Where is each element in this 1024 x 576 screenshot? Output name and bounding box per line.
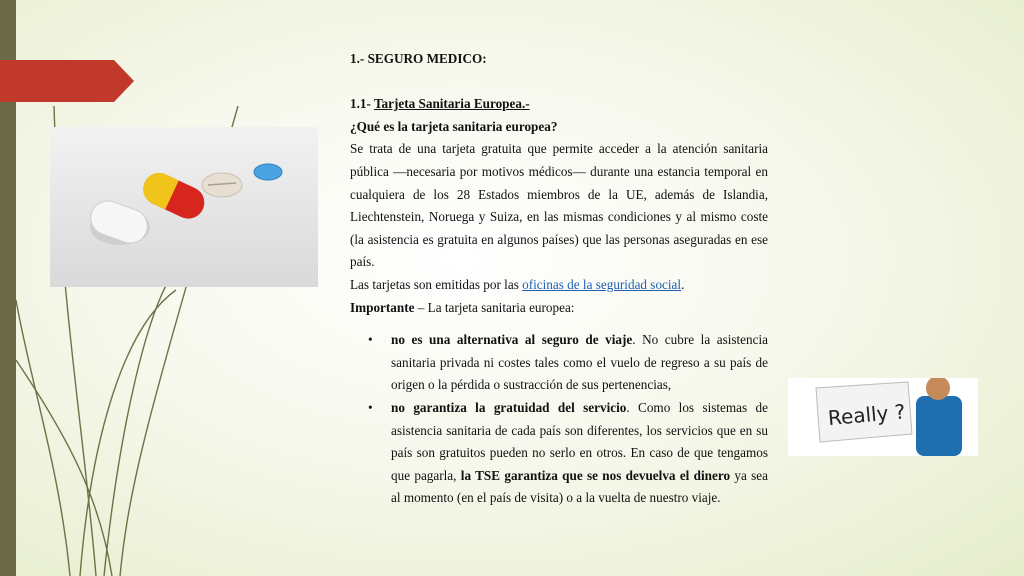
- bullet-text: . Como los sistemas de asistencia sanitaria de cada país son diferentes, los servicios que en su país son gratuitos pueden no serlo en otros. En caso de que tengamos que pagarla,: [391, 399, 768, 483]
- list-item: [350, 329, 768, 397]
- slide-content: [350, 48, 768, 510]
- page-title: 1.- SEGURO MEDICO:: [350, 51, 487, 66]
- social-security-link[interactable]: oficinas de la seguridad social: [522, 276, 682, 292]
- question-heading: ¿Qué es la tarjeta sanitaria europea?: [350, 118, 558, 134]
- important-text: – La tarjeta sanitaria europea:: [414, 299, 575, 315]
- arrow-tab-decor: [0, 60, 134, 102]
- description-paragraph: Se trata de una tarjeta gratuita que permite acceder a la atención sanitaria pública —necesaria por motivos médicos— durante una estancia temporal en cualquiera de los 28 Estados miembros de la UE, además de Islandia, Liechtenstein, Noruega y Suiza, en las mismas condiciones y al mismo coste (la asistencia es gratuita en algunos países) que las personas aseguradas en ese país.: [350, 141, 768, 270]
- bullet-list: [350, 329, 768, 510]
- really-sign-text: Really ?: [827, 399, 907, 431]
- issuer-paragraph: [350, 274, 768, 297]
- bullet-bold-2: la TSE garantiza que se nos devuelva el dinero: [460, 467, 731, 483]
- bullet-text-2: ya sea al momento (en el país de visita) o a la vuelta de nuestro viaje.: [391, 467, 768, 506]
- bullet-bold: no es una alternativa al seguro de viaje: [391, 332, 633, 348]
- important-line: [350, 297, 768, 320]
- subheading-number: 1.1-: [350, 96, 371, 112]
- important-label: Importante: [350, 299, 415, 315]
- subheading-title: Tarjeta Sanitaria Europea.-: [373, 96, 530, 112]
- bullet-bold: no garantiza la gratuidad del servicio: [391, 399, 627, 415]
- section-subheading: [350, 93, 768, 116]
- list-item: [350, 397, 768, 510]
- bullet-icon: •: [368, 399, 373, 415]
- issuer-suffix: .: [681, 276, 685, 292]
- bullet-text: . No cubre la asistencia sanitaria privada ni costes tales como el vuelo de regreso a su país de origen o la pérdida o sustracción de sus pertenencias,: [391, 332, 768, 393]
- bullet-icon: •: [368, 332, 373, 348]
- issuer-prefix: Las tarjetas son emitidas por las: [350, 276, 519, 292]
- pills-photo: [50, 127, 318, 287]
- really-sign-photo: [788, 378, 978, 456]
